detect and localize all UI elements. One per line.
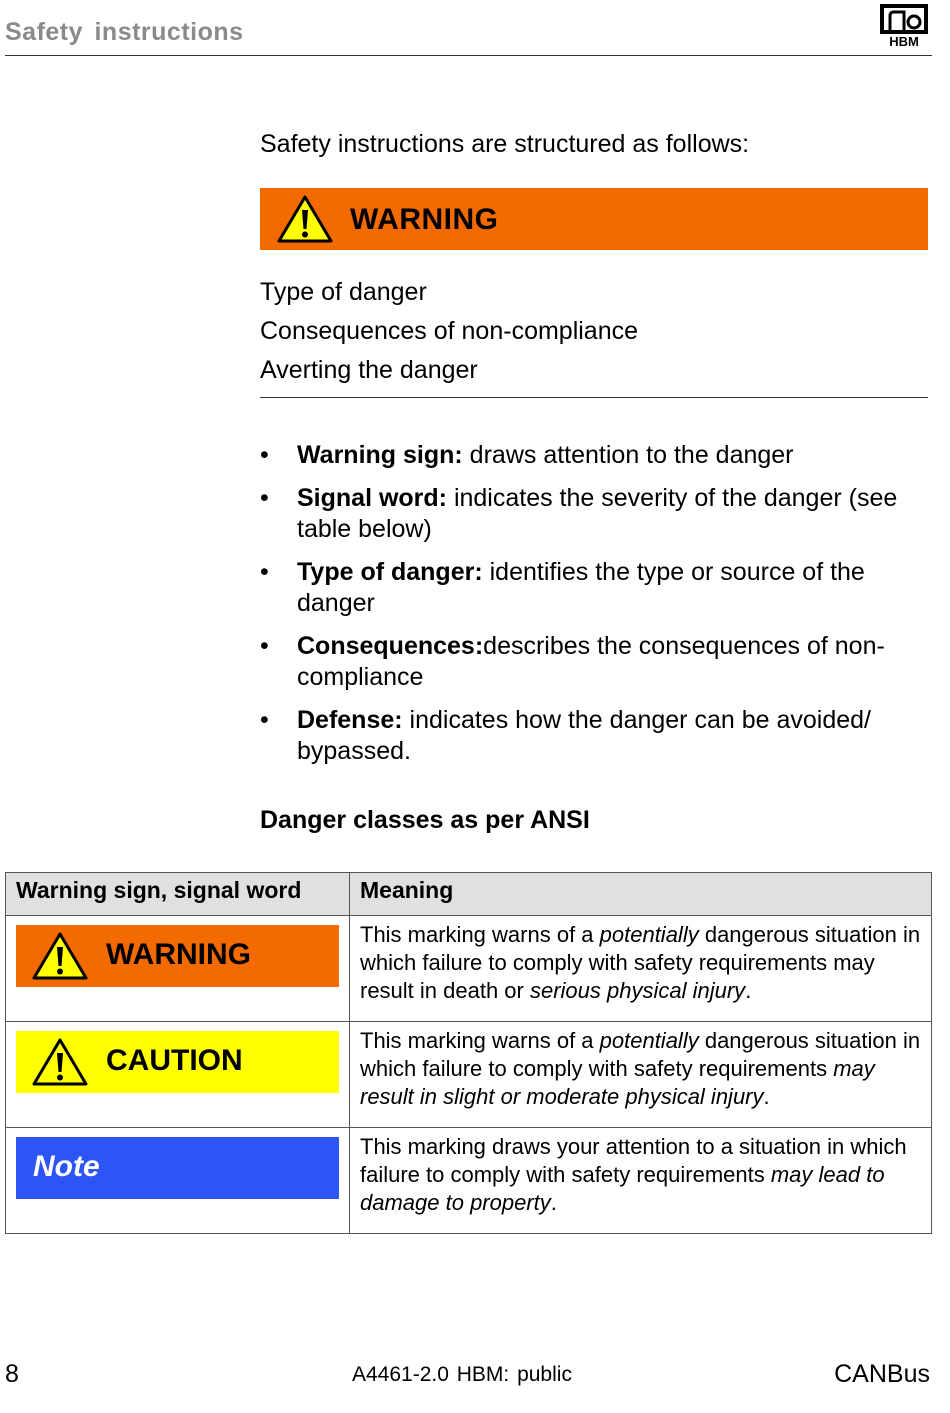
bullet-icon: • bbox=[260, 632, 269, 660]
svg-text:HBM: HBM bbox=[889, 34, 919, 48]
warning-sign-box bbox=[16, 925, 339, 987]
warning-triangle-icon bbox=[31, 931, 89, 981]
caution-sign-box bbox=[16, 1031, 339, 1093]
hbm-logo bbox=[880, 4, 930, 48]
section-title: Danger classes as per ANSI bbox=[260, 806, 590, 834]
warning-triangle-icon bbox=[31, 1037, 89, 1087]
sign-cell bbox=[6, 1022, 350, 1128]
running-header-title: Safety instructions bbox=[5, 18, 244, 46]
danger-classes-table bbox=[5, 872, 932, 1234]
bullet-text: identifies the type or source of the danger bbox=[297, 558, 865, 617]
bullet-icon: • bbox=[260, 484, 269, 512]
bullet-term: Type of danger: bbox=[297, 558, 483, 586]
section-divider bbox=[260, 397, 928, 398]
column-header-meaning: Meaning bbox=[350, 873, 932, 916]
intro-text: Safety instructions are structured as follows: bbox=[260, 130, 750, 158]
example-line-type: Type of danger bbox=[260, 278, 427, 306]
signal-word: WARNING bbox=[106, 938, 251, 971]
list-item bbox=[260, 705, 930, 767]
note-sign-box bbox=[16, 1137, 339, 1199]
structure-bullet-list bbox=[260, 440, 930, 779]
bullet-term: Defense: bbox=[297, 706, 403, 734]
bullet-text: draws attention to the danger bbox=[462, 441, 794, 469]
table-row bbox=[6, 1022, 932, 1128]
example-warning-banner bbox=[260, 188, 928, 250]
bullet-icon: • bbox=[260, 441, 269, 469]
bullet-term: Warning sign: bbox=[297, 441, 463, 469]
sign-cell bbox=[6, 1128, 350, 1234]
product-name: CANBus bbox=[834, 1360, 930, 1388]
list-item bbox=[260, 483, 930, 545]
meaning-cell: This marking draws your attention to a situation in which failure to comply with safety requirements may lead to damage to property. bbox=[350, 1128, 932, 1234]
column-header-sign: Warning sign, signal word bbox=[6, 873, 350, 916]
bullet-text: indicates how the danger can be avoided/ bypassed. bbox=[297, 706, 871, 765]
example-signal-word: WARNING bbox=[350, 203, 499, 236]
signal-word: CAUTION bbox=[106, 1044, 243, 1077]
example-line-consequences: Consequences of non-compliance bbox=[260, 317, 639, 345]
warning-triangle-icon bbox=[276, 194, 334, 244]
sign-cell bbox=[6, 916, 350, 1022]
meaning-cell: This marking warns of a potentially dangerous situation in which failure to comply with safety requirements may result in death or serious physical injury. bbox=[350, 916, 932, 1022]
bullet-term: Signal word: bbox=[297, 484, 447, 512]
list-item bbox=[260, 440, 930, 471]
meaning-cell: This marking warns of a potentially dangerous situation in which failure to comply with safety requirements may result in slight or moderate physical injury. bbox=[350, 1022, 932, 1128]
page-number: 8 bbox=[5, 1360, 19, 1388]
document-id: A4461-2.0 HBM: public bbox=[352, 1363, 572, 1386]
bullet-icon: • bbox=[260, 558, 269, 586]
bullet-text: indicates the severity of the danger (see table below) bbox=[297, 484, 898, 543]
signal-word: Note bbox=[33, 1150, 100, 1183]
table-header-row bbox=[6, 873, 932, 916]
table-row bbox=[6, 1128, 932, 1234]
header-rule bbox=[5, 55, 932, 56]
list-item bbox=[260, 557, 930, 619]
bullet-term: Consequences: bbox=[297, 632, 484, 660]
example-line-averting: Averting the danger bbox=[260, 356, 478, 384]
list-item bbox=[260, 631, 930, 693]
bullet-text: describes the consequences of non-compliance bbox=[297, 632, 885, 691]
bullet-icon: • bbox=[260, 706, 269, 734]
table-row bbox=[6, 916, 932, 1022]
